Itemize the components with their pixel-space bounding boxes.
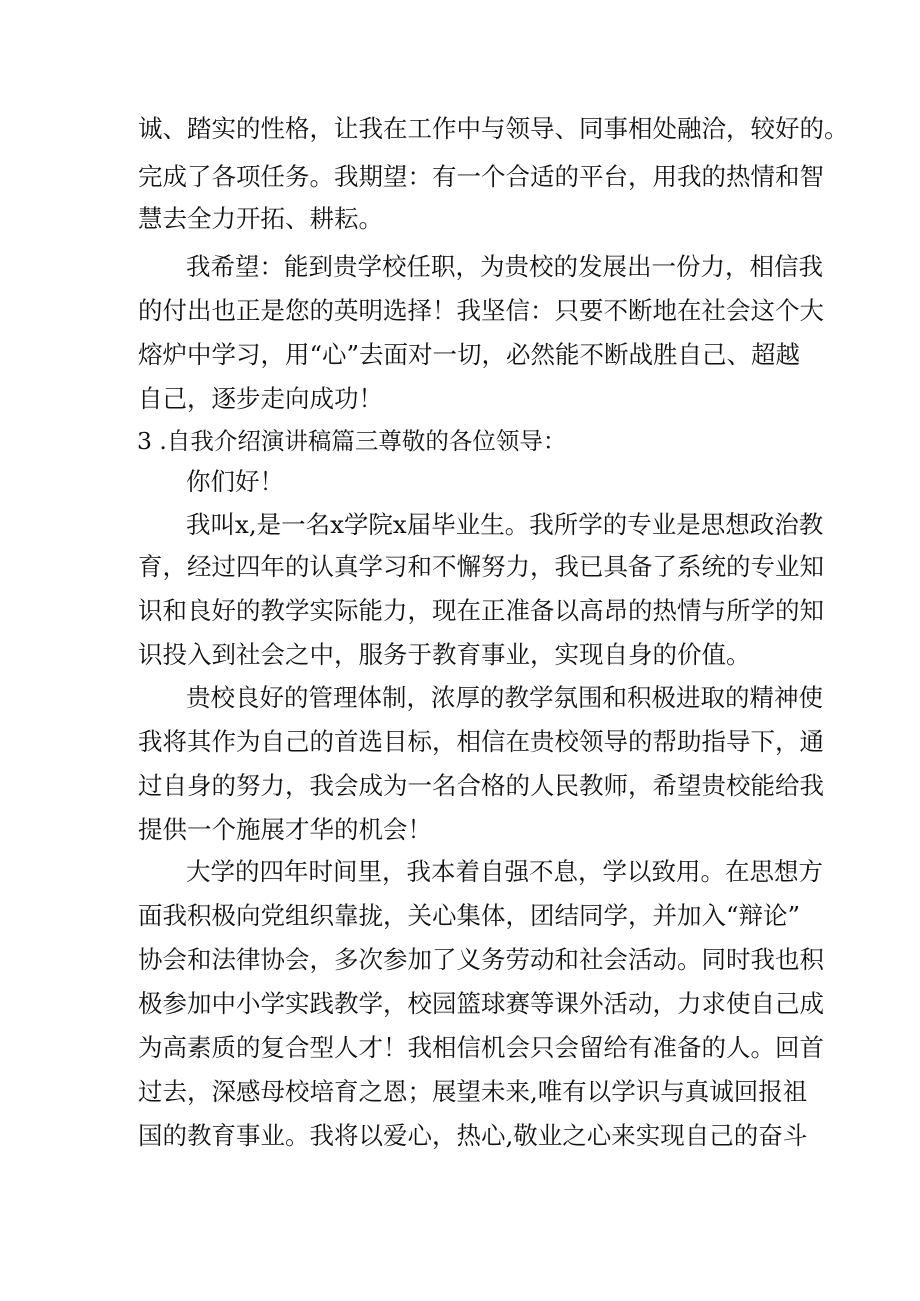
text-line: 的付出也正是您的英明选择！我坚信：只要不断地在社会这个大 bbox=[138, 296, 824, 325]
text-line: 我叫x,是一名x学院x届毕业生。我所学的专业是思想政治教 bbox=[186, 510, 824, 539]
text-line: 诚、踏实的性格，让我在工作中与领导、同事相处融洽，较好的。 bbox=[138, 114, 849, 143]
text-line: 面我积极向党组织靠拢，关心集体，团结同学，并加入“辩论” bbox=[138, 901, 801, 930]
text-line: 过自身的努力，我会成为一名合格的人民教师，希望贵校能给我 bbox=[138, 771, 824, 800]
text-line: 识和良好的教学实际能力，现在正准备以高昂的热情与所学的知 bbox=[138, 596, 824, 625]
text-line: 国的教育事业。我将以爱心，热心,敬业之心来实现自己的奋斗 bbox=[138, 1121, 808, 1150]
text-line: 过去，深感母校培育之恩；展望未来,唯有以学识与真诚回报祖 bbox=[138, 1077, 808, 1106]
text-line: 为高素质的复合型人才！我相信机会只会留给有准备的人。回首 bbox=[138, 1033, 824, 1062]
text-line: 提供一个施展才华的机会！ bbox=[138, 815, 432, 844]
section-heading: 3 .自我介绍演讲稿篇三尊敬的各位领导： bbox=[137, 427, 567, 455]
text-line: 育，经过四年的认真学习和不懈努力，我已具备了系统的专业知 bbox=[138, 552, 824, 581]
text-line: 熔炉中学习，用“心”去面对一切，必然能不断战胜自己、超越 bbox=[138, 340, 801, 369]
text-line: 完成了各项任务。我期望：有一个合适的平台，用我的热情和智 bbox=[138, 162, 824, 191]
text-line: 自己，逐步走向成功！ bbox=[138, 384, 383, 413]
text-line: 你们好！ bbox=[186, 467, 284, 496]
text-line: 大学的四年时间里，我本着自强不息，学以致用。在思想方 bbox=[186, 857, 823, 886]
text-line: 极参加中小学实践教学，校园篮球赛等课外活动，力求使自己成 bbox=[138, 989, 824, 1018]
text-line: 慧去全力开拓、耕耘。 bbox=[138, 204, 383, 233]
text-line: 协会和法律协会，多次参加了义务劳动和社会活动。同时我也积 bbox=[138, 945, 824, 974]
text-line: 识投入到社会之中，服务于教育事业，实现自身的价值。 bbox=[138, 640, 751, 669]
text-line: 我希望：能到贵学校任职，为贵校的发展出一份力，相信我 bbox=[186, 252, 823, 281]
text-line: 贵校良好的管理体制，浓厚的教学氛围和积极进取的精神使 bbox=[186, 683, 823, 712]
text-line: 我将其作为自己的首选目标，相信在贵校领导的帮助指导下，通 bbox=[138, 727, 824, 756]
